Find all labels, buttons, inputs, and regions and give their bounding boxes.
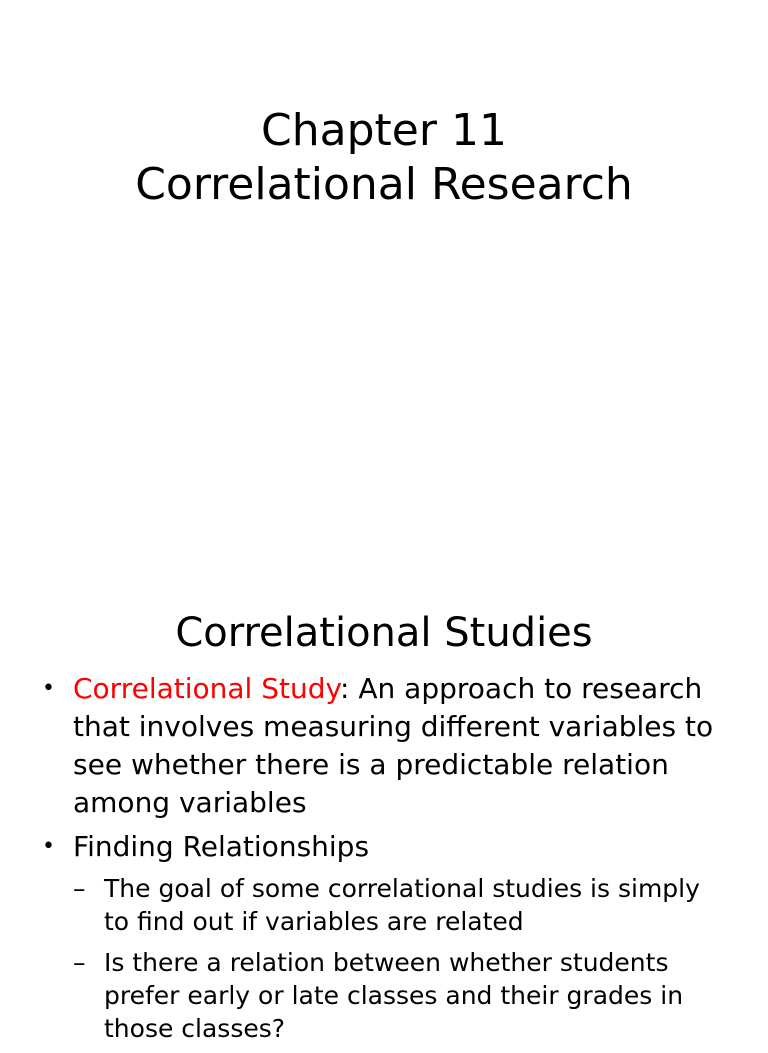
chapter-title: Correlational Research [135, 159, 633, 210]
slide-title [0, 104, 768, 212]
bullet-icon: • [42, 834, 55, 859]
sub-bullet-text: The goal of some correlational studies is simply to find out if variables are related [104, 874, 700, 936]
definition-text: : An approach to research that involves measuring different variables to see whether there is a predictable relation among variables [73, 672, 714, 819]
dash-icon: – [73, 874, 86, 903]
chapter-number: Chapter 11 [261, 105, 507, 156]
sub-bullet-text: Is there a relation between whether students prefer early or late classes and their grades in those classes? [104, 948, 684, 1043]
bullet-item-finding-relationships [42, 828, 732, 1045]
bullet-icon: • [42, 676, 55, 701]
sub-bullet-item [73, 946, 732, 1045]
bullet-item-correlational-study [42, 670, 732, 822]
sub-bullet-list [73, 872, 732, 1045]
term-highlight: Correlational Study [73, 672, 341, 705]
bullet-list [42, 670, 732, 1053]
sub-bullet-item [73, 872, 732, 938]
bullet-text: Finding Relationships [73, 830, 370, 863]
content-slide [0, 576, 768, 1043]
dash-icon: – [73, 948, 86, 977]
slide-heading: Correlational Studies [175, 610, 593, 656]
